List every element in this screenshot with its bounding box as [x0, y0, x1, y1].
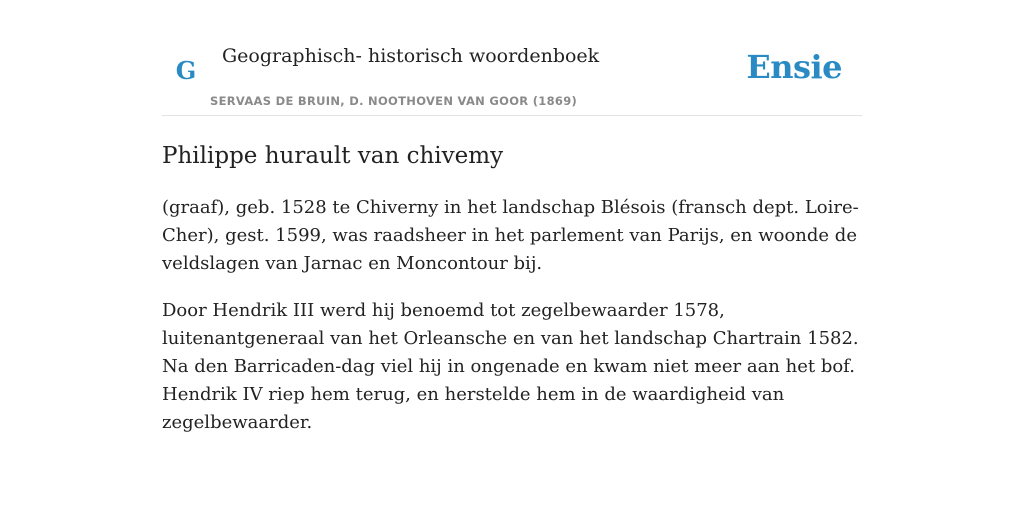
book-header	[162, 0, 862, 116]
book-title-link[interactable]: Geographisch- historisch woordenboek	[222, 45, 600, 67]
book-authors: SERVAAS DE BRUIN, D. NOOTHOVEN VAN GOOR (1869)	[210, 94, 578, 108]
entry-title: Philippe hurault van chivemy	[162, 143, 504, 169]
entry-body	[162, 194, 862, 437]
book-icon[interactable]: G	[175, 55, 197, 85]
page-container	[162, 0, 862, 437]
entry-paragraph: (graaf), geb. 1528 te Chiverny in het landschap Blésois (fransch dept. Loire-Cher), gest. 1599, was raadsheer in het parlement van Parijs, en woonde de veldslagen van Jarnac en Moncontour bij.	[162, 197, 859, 274]
ensie-logo-link[interactable]: Ensie	[746, 48, 842, 86]
entry-paragraph: Door Hendrik III werd hij benoemd tot zegelbewaarder 1578, luitenantgeneraal van het Orleansche en van het landschap Chartrain 1582. Na den Barricaden-dag viel hij in ongenade en kwam niet meer aan het bof. Hendrik IV riep hem terug, en herstelde hem in de waardigheid van zegelbewaarder.	[162, 300, 859, 433]
